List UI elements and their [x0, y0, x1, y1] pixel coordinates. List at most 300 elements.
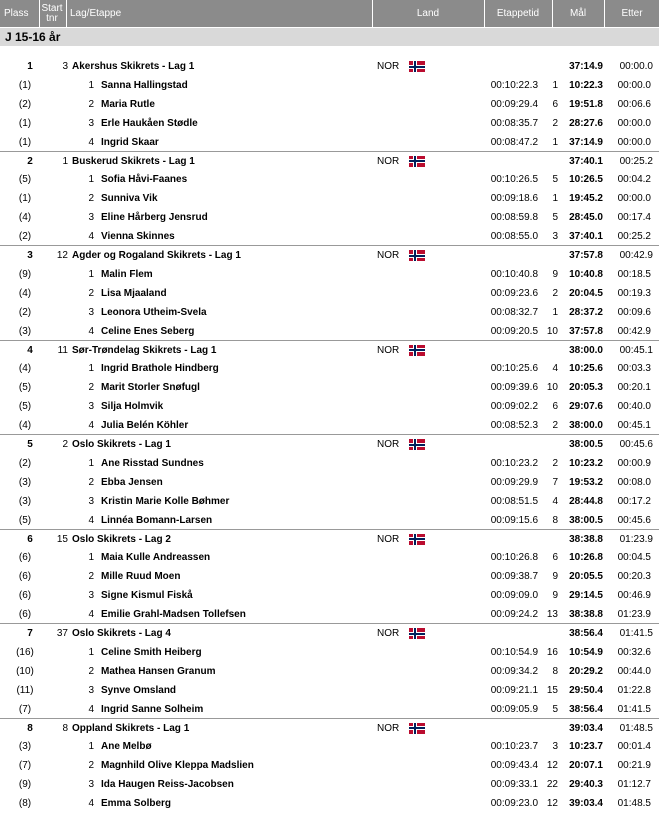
- leg-place: (6): [18, 552, 32, 564]
- cumulative-time: 37:57.8: [569, 325, 603, 337]
- leg-rank: 3: [552, 741, 558, 753]
- leg-time: 00:09:23.0: [490, 798, 538, 810]
- leg-number: 1: [88, 457, 94, 469]
- team-country: NOR: [377, 155, 400, 167]
- leg-number: 4: [88, 420, 94, 432]
- leg-time: 00:08:52.3: [490, 420, 538, 432]
- leg-time: 00:10:25.6: [490, 363, 538, 375]
- leg-rank: 6: [552, 98, 558, 110]
- cumulative-time: 29:14.5: [569, 590, 603, 602]
- cumulative-behind: 00:42.9: [617, 325, 651, 337]
- athlete-name: Sunniva Vik: [101, 193, 158, 205]
- leg-place: (1): [18, 193, 32, 205]
- leg-time: 00:09:23.6: [490, 287, 538, 299]
- cumulative-time: 37:40.1: [569, 231, 603, 243]
- leg-number: 2: [88, 287, 94, 299]
- cumulative-time: 10:23.2: [569, 457, 603, 469]
- leg-time: 00:08:55.0: [490, 231, 538, 243]
- team-time-behind: 01:41.5: [619, 628, 653, 639]
- leg-number: 2: [88, 665, 94, 677]
- leg-row[interactable]: [0, 76, 659, 95]
- leg-rank: 8: [552, 514, 558, 526]
- leg-place: (3): [18, 495, 32, 507]
- leg-number: 4: [88, 325, 94, 337]
- team-start-number: 8: [62, 722, 68, 734]
- team-row[interactable]: [0, 57, 659, 76]
- leg-rank: 2: [552, 420, 558, 432]
- table-header: [0, 0, 659, 27]
- athlete-name: Celine Enes Seberg: [101, 325, 195, 337]
- cumulative-time: 38:00.5: [569, 514, 603, 526]
- leg-place: (2): [18, 231, 32, 243]
- team-name: Oppland Skikrets - Lag 1: [72, 722, 190, 734]
- leg-place: (3): [18, 325, 32, 337]
- leg-place: (1): [18, 79, 32, 91]
- leg-row[interactable]: [0, 378, 659, 397]
- leg-row[interactable]: [0, 775, 659, 794]
- leg-number: 3: [88, 495, 94, 507]
- athlete-name: Ane Risstad Sundnes: [101, 457, 204, 469]
- cumulative-behind: 01:12.7: [617, 779, 651, 791]
- leg-number: 1: [88, 552, 94, 564]
- leg-place: (4): [18, 287, 32, 299]
- athlete-name: Ida Haugen Reiss-Jacobsen: [101, 779, 234, 791]
- cumulative-behind: 00:00.0: [617, 79, 651, 91]
- team-name: Oslo Skikrets - Lag 1: [72, 439, 171, 450]
- athlete-name: Maria Rutle: [101, 98, 155, 110]
- leg-place: (4): [18, 212, 32, 224]
- leg-number: 4: [88, 703, 94, 715]
- cumulative-behind: 00:00.9: [617, 457, 651, 469]
- team-country: NOR: [377, 533, 400, 545]
- leg-row[interactable]: [0, 794, 659, 813]
- athlete-name: Kristin Marie Kolle Bøhmer: [101, 495, 230, 507]
- cumulative-behind: 00:04.2: [617, 174, 651, 186]
- leg-number: 4: [88, 798, 94, 810]
- leg-time: 00:09:02.2: [490, 401, 538, 413]
- team-row[interactable]: [0, 246, 659, 265]
- athlete-name: Leonora Utheim-Svela: [101, 306, 207, 318]
- team-country: NOR: [377, 722, 400, 734]
- cumulative-behind: 00:04.5: [617, 552, 651, 564]
- leg-row[interactable]: [0, 511, 659, 530]
- leg-number: 3: [88, 590, 94, 602]
- team-place: 6: [27, 533, 33, 545]
- column-header-etappetid[interactable]: Etappetid: [496, 8, 540, 19]
- leg-time: 00:08:47.2: [490, 136, 538, 148]
- cumulative-behind: 00:03.3: [617, 363, 651, 375]
- leg-rank: 8: [552, 665, 558, 677]
- leg-place: (9): [18, 268, 32, 280]
- leg-place: (2): [18, 457, 32, 469]
- leg-time: 00:09:21.1: [490, 684, 538, 696]
- athlete-name: Malin Flem: [101, 268, 153, 280]
- leg-row[interactable]: [0, 737, 659, 756]
- norway-flag-icon: [409, 534, 425, 545]
- team-finish-time: 38:56.4: [569, 628, 603, 639]
- leg-place: (8): [18, 798, 32, 810]
- team-country: NOR: [377, 628, 400, 639]
- team-finish-time: 38:00.0: [569, 344, 603, 356]
- team-row[interactable]: [0, 719, 659, 738]
- leg-time: 00:08:59.8: [490, 212, 538, 224]
- leg-time: 00:08:32.7: [490, 306, 538, 318]
- leg-rank: 2: [552, 117, 558, 129]
- leg-row[interactable]: [0, 322, 659, 341]
- leg-number: 4: [88, 231, 94, 243]
- column-header-land[interactable]: Land: [416, 8, 440, 19]
- leg-place: (3): [18, 476, 32, 488]
- athlete-name: Maia Kulle Andreassen: [101, 552, 211, 564]
- leg-row[interactable]: [0, 227, 659, 246]
- team-finish-time: 37:14.9: [569, 61, 603, 72]
- team-place: 4: [27, 344, 33, 356]
- team-finish-time: 38:38.8: [569, 533, 603, 545]
- cumulative-behind: 00:17.4: [617, 212, 651, 224]
- team-name: Oslo Skikrets - Lag 2: [72, 533, 171, 545]
- cumulative-time: 28:45.0: [569, 212, 603, 224]
- cumulative-behind: 00:40.0: [617, 401, 651, 413]
- team-row[interactable]: [0, 624, 659, 643]
- leg-place: (6): [18, 609, 32, 621]
- cumulative-time: 28:27.6: [569, 117, 603, 129]
- leg-row[interactable]: [0, 265, 659, 284]
- leg-time: 00:10:40.8: [490, 268, 538, 280]
- leg-row[interactable]: [0, 284, 659, 303]
- leg-number: 1: [88, 741, 94, 753]
- team-country: NOR: [377, 61, 400, 72]
- leg-number: 3: [88, 401, 94, 413]
- leg-number: 4: [88, 514, 94, 526]
- leg-number: 2: [88, 760, 94, 772]
- cumulative-time: 28:37.2: [569, 306, 603, 318]
- cumulative-time: 29:07.6: [569, 401, 603, 413]
- leg-rank: 1: [552, 306, 558, 318]
- team-time-behind: 00:00.0: [619, 61, 653, 72]
- team-time-behind: 00:45.1: [619, 344, 653, 356]
- leg-place: (5): [18, 382, 32, 394]
- leg-rank: 16: [546, 646, 558, 658]
- leg-row[interactable]: [0, 473, 659, 492]
- leg-time: 00:08:35.7: [490, 117, 538, 129]
- team-place: 7: [27, 628, 33, 639]
- leg-place: (5): [18, 174, 32, 186]
- team-finish-time: 37:40.1: [569, 155, 603, 167]
- leg-time: 00:09:20.5: [490, 325, 538, 337]
- team-place: 5: [27, 439, 33, 450]
- team-name: Agder og Rogaland Skikrets - Lag 1: [72, 250, 241, 261]
- athlete-name: Ebba Jensen: [101, 476, 163, 488]
- athlete-name: Signe Kismul Fiskå: [101, 590, 193, 602]
- leg-number: 1: [88, 646, 94, 658]
- team-place: 2: [27, 155, 33, 167]
- athlete-name: Ingrid Brathole Hindberg: [101, 363, 219, 375]
- leg-rank: 9: [552, 590, 558, 602]
- team-country: NOR: [377, 250, 400, 261]
- team-finish-time: 39:03.4: [569, 722, 603, 734]
- leg-row[interactable]: [0, 700, 659, 719]
- leg-place: (1): [18, 117, 32, 129]
- athlete-name: Emilie Grahl-Madsen Tollefsen: [101, 609, 246, 621]
- team-time-behind: 01:23.9: [619, 533, 653, 545]
- leg-row[interactable]: [0, 567, 659, 586]
- leg-row[interactable]: [0, 492, 659, 511]
- team-name: Sør-Trøndelag Skikrets - Lag 1: [72, 344, 217, 356]
- leg-time: 00:09:24.2: [490, 609, 538, 621]
- norway-flag-icon: [409, 723, 425, 734]
- athlete-name: Lisa Mjaaland: [101, 287, 167, 299]
- cumulative-behind: 00:20.3: [617, 571, 651, 583]
- leg-number: 4: [88, 136, 94, 148]
- leg-number: 2: [88, 476, 94, 488]
- leg-place: (10): [16, 665, 34, 677]
- team-name: Akershus Skikrets - Lag 1: [72, 61, 195, 72]
- leg-row[interactable]: [0, 133, 659, 152]
- leg-row[interactable]: [0, 605, 659, 624]
- team-start-number: 2: [62, 439, 68, 450]
- leg-row[interactable]: [0, 208, 659, 227]
- leg-time: 00:09:29.9: [490, 476, 538, 488]
- leg-number: 3: [88, 212, 94, 224]
- cumulative-time: 20:04.5: [569, 287, 603, 299]
- leg-rank: 3: [552, 231, 558, 243]
- team-row[interactable]: [0, 152, 659, 171]
- leg-place: (3): [18, 741, 32, 753]
- athlete-name: Emma Solberg: [101, 798, 172, 810]
- team-country: NOR: [377, 439, 400, 450]
- athlete-name: Mathea Hansen Granum: [101, 665, 216, 677]
- team-name: Buskerud Skikrets - Lag 1: [72, 155, 195, 167]
- team-start-number: 1: [62, 155, 68, 167]
- leg-row[interactable]: [0, 95, 659, 114]
- athlete-name: Linnéa Bomann-Larsen: [101, 514, 213, 526]
- cumulative-time: 20:29.2: [569, 665, 603, 677]
- cumulative-behind: 00:20.1: [617, 382, 651, 394]
- cumulative-behind: 00:09.6: [617, 306, 651, 318]
- leg-time: 00:10:23.7: [490, 741, 538, 753]
- team-row[interactable]: [0, 530, 659, 549]
- cumulative-behind: 00:00.0: [617, 117, 651, 129]
- leg-row[interactable]: [0, 548, 659, 567]
- leg-time: 00:09:33.1: [490, 779, 538, 791]
- leg-row[interactable]: [0, 359, 659, 378]
- leg-rank: 10: [546, 382, 558, 394]
- leg-place: (16): [16, 646, 34, 658]
- column-header-lag[interactable]: Lag/Etappe: [70, 8, 122, 19]
- leg-place: (7): [18, 760, 32, 772]
- cumulative-behind: 01:48.5: [617, 798, 651, 810]
- cumulative-time: 19:45.2: [569, 193, 603, 205]
- leg-row[interactable]: [0, 756, 659, 775]
- cumulative-time: 10:54.9: [569, 646, 603, 658]
- leg-time: 00:09:09.0: [490, 590, 538, 602]
- leg-time: 00:10:23.2: [490, 457, 538, 469]
- leg-time: 00:09:05.9: [490, 703, 538, 715]
- athlete-name: Eline Hårberg Jensrud: [101, 212, 208, 224]
- leg-time: 00:10:22.3: [490, 79, 538, 91]
- cumulative-time: 28:44.8: [569, 495, 603, 507]
- team-time-behind: 00:25.2: [619, 155, 653, 167]
- cumulative-behind: 00:21.9: [617, 760, 651, 772]
- leg-place: (4): [18, 420, 32, 432]
- athlete-name: Mille Ruud Moen: [101, 571, 181, 583]
- leg-number: 1: [88, 79, 94, 91]
- leg-time: 00:09:29.4: [490, 98, 538, 110]
- cumulative-time: 10:40.8: [569, 268, 603, 280]
- leg-number: 3: [88, 117, 94, 129]
- leg-rank: 4: [552, 495, 558, 507]
- team-start-number: 11: [57, 344, 68, 356]
- cumulative-behind: 01:23.9: [617, 609, 651, 621]
- column-header-maal[interactable]: Mål: [569, 8, 587, 19]
- athlete-name: Sanna Hallingstad: [101, 79, 188, 91]
- cumulative-behind: 00:25.2: [617, 231, 651, 243]
- cumulative-time: 10:22.3: [569, 79, 603, 91]
- leg-rank: 12: [546, 760, 558, 772]
- cumulative-behind: 00:19.3: [617, 287, 651, 299]
- column-header-plass[interactable]: Plass: [4, 8, 29, 19]
- cumulative-behind: 00:17.2: [617, 495, 651, 507]
- leg-row[interactable]: [0, 662, 659, 681]
- cumulative-behind: 00:06.6: [617, 98, 651, 110]
- leg-row[interactable]: [0, 643, 659, 662]
- cumulative-time: 19:51.8: [569, 98, 603, 110]
- leg-row[interactable]: [0, 189, 659, 208]
- athlete-name: Erle Haukåen Stødle: [101, 117, 198, 129]
- norway-flag-icon: [409, 61, 425, 72]
- column-header-startnr[interactable]: Start tnr: [41, 2, 63, 24]
- cumulative-behind: 00:08.0: [617, 476, 651, 488]
- norway-flag-icon: [409, 345, 425, 356]
- leg-row[interactable]: [0, 586, 659, 605]
- leg-number: 3: [88, 779, 94, 791]
- team-start-number: 37: [56, 628, 68, 639]
- cumulative-time: 20:05.3: [569, 382, 603, 394]
- leg-rank: 12: [546, 798, 558, 810]
- leg-row[interactable]: [0, 416, 659, 435]
- team-finish-time: 37:57.8: [569, 250, 603, 261]
- team-start-number: 3: [62, 61, 68, 72]
- team-time-behind: 00:45.6: [619, 439, 653, 450]
- leg-row[interactable]: [0, 681, 659, 700]
- athlete-name: Ingrid Sanne Solheim: [101, 703, 204, 715]
- leg-rank: 6: [552, 401, 558, 413]
- leg-time: 00:10:26.5: [490, 174, 538, 186]
- athlete-name: Magnhild Olive Kleppa Madslien: [101, 760, 254, 772]
- athlete-name: Ane Melbø: [101, 741, 152, 753]
- athlete-name: Vienna Skinnes: [101, 231, 175, 243]
- leg-rank: 5: [552, 174, 558, 186]
- leg-number: 3: [88, 306, 94, 318]
- leg-place: (5): [18, 401, 32, 413]
- cumulative-time: 10:25.6: [569, 363, 603, 375]
- leg-place: (6): [18, 590, 32, 602]
- leg-time: 00:09:43.4: [490, 760, 538, 772]
- cumulative-behind: 00:00.0: [617, 193, 651, 205]
- leg-row[interactable]: [0, 454, 659, 473]
- cumulative-behind: 00:44.0: [617, 665, 651, 677]
- athlete-name: Ingrid Skaar: [101, 136, 159, 148]
- leg-rank: 5: [552, 212, 558, 224]
- cumulative-time: 29:50.4: [569, 684, 603, 696]
- athlete-name: Silja Holmvik: [101, 401, 164, 413]
- leg-number: 1: [88, 363, 94, 375]
- team-start-number: 15: [56, 533, 68, 545]
- cumulative-time: 10:26.8: [569, 552, 603, 564]
- athlete-name: Julia Belén Köhler: [101, 420, 189, 432]
- leg-number: 1: [88, 174, 94, 186]
- cumulative-behind: 00:00.0: [617, 136, 651, 148]
- cumulative-time: 39:03.4: [569, 798, 603, 810]
- leg-rank: 7: [552, 476, 558, 488]
- leg-rank: 15: [546, 684, 558, 696]
- team-name: Oslo Skikrets - Lag 4: [72, 628, 171, 639]
- leg-number: 2: [88, 98, 94, 110]
- cumulative-behind: 01:41.5: [617, 703, 651, 715]
- leg-place: (5): [18, 514, 32, 526]
- leg-time: 00:09:34.2: [490, 665, 538, 677]
- team-time-behind: 00:42.9: [619, 250, 653, 261]
- leg-place: (1): [18, 136, 32, 148]
- leg-rank: 9: [552, 268, 558, 280]
- leg-number: 2: [88, 382, 94, 394]
- team-start-number: 12: [56, 250, 68, 261]
- team-finish-time: 38:00.5: [569, 439, 603, 450]
- cumulative-behind: 00:01.4: [617, 741, 651, 753]
- cumulative-behind: 00:45.6: [617, 514, 651, 526]
- cumulative-behind: 00:46.9: [617, 590, 651, 602]
- leg-rank: 13: [546, 609, 558, 621]
- team-place: 3: [27, 250, 33, 261]
- leg-rank: 5: [552, 703, 558, 715]
- athlete-name: Synve Omsland: [101, 684, 177, 696]
- leg-place: (4): [18, 363, 32, 375]
- leg-rank: 2: [552, 457, 558, 469]
- norway-flag-icon: [409, 439, 425, 450]
- team-place: 1: [27, 61, 33, 72]
- leg-place: (6): [18, 571, 32, 583]
- athlete-name: Sofia Håvi-Faanes: [101, 174, 188, 186]
- cumulative-behind: 01:22.8: [617, 684, 651, 696]
- leg-rank: 6: [552, 552, 558, 564]
- leg-place: (11): [16, 684, 34, 696]
- class-heading: J 15-16 år: [0, 28, 659, 46]
- leg-rank: 2: [552, 287, 558, 299]
- cumulative-behind: 00:18.5: [617, 268, 651, 280]
- leg-row[interactable]: [0, 397, 659, 416]
- norway-flag-icon: [409, 628, 425, 639]
- leg-row[interactable]: [0, 303, 659, 322]
- leg-row[interactable]: [0, 170, 659, 189]
- norway-flag-icon: [409, 250, 425, 261]
- leg-time: 00:09:15.6: [490, 514, 538, 526]
- team-row[interactable]: [0, 341, 659, 360]
- leg-row[interactable]: [0, 114, 659, 133]
- leg-rank: 1: [552, 79, 558, 91]
- athlete-name: Marit Storler Snøfugl: [101, 382, 200, 394]
- column-header-etter[interactable]: Etter: [621, 8, 643, 19]
- leg-time: 00:09:18.6: [490, 193, 538, 205]
- cumulative-time: 37:14.9: [569, 136, 603, 148]
- leg-rank: 1: [552, 193, 558, 205]
- leg-time: 00:09:38.7: [490, 571, 538, 583]
- team-row[interactable]: [0, 435, 659, 454]
- cumulative-behind: 00:45.1: [617, 420, 651, 432]
- cumulative-time: 38:00.0: [569, 420, 603, 432]
- cumulative-time: 38:56.4: [569, 703, 603, 715]
- athlete-name: Celine Smith Heiberg: [101, 646, 202, 658]
- leg-rank: 22: [546, 779, 558, 791]
